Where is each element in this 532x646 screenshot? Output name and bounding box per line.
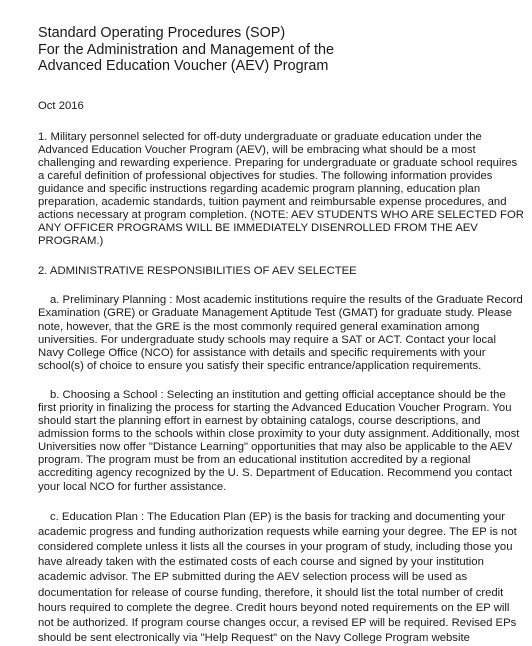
- paragraph-preliminary-planning: a. Preliminary Planning : Most academic institutions require the results of the Graduate Record Examination (GRE) or Graduate Management Aptitude Test (GMAT) for graduate study. Please note, however, that the GRE is the most commonly required general examination among universities. For undergraduate study schools may require a SAT or ACT. Contact your local Navy College Office (NCO) for assistance with details and specific requirements with your school(s) of choice to ensure you satisfy their specific entrance/application requirements.: [38, 294, 523, 372]
- paragraph-choosing-a-school: b. Choosing a School : Selecting an institution and getting official acceptance should be the first priority in finalizing the process for starting the Advanced Education Voucher Program. You should start the planning effort in earnest by obtaining catalogs, course descriptions, and admission forms to the schools within close proximity to your duty assignment. Additionally, most Universities now offer "Distance Learning" opportunities that may also be applicable to the AEV program. The program must be from an educational institution accredited by a regional accrediting agency recognized by the U. S. Department of Education. Recommend you contact your local NCO for further assistance.: [38, 388, 520, 493]
- paragraph-1: 1. Military personnel selected for off-duty undergraduate or graduate education under the Advanced Education Voucher Program (AEV), will be embracing what should be a most challenging and rewarding experience. Preparing for undergraduate or graduate school requires a careful definition of professional objectives for studies. The following information provides guidance and specific instructions regarding academic program planning, education plan preparation, academic standards, tuition payment and reimbursable expense procedures, and actions necessary at program completion. (NOTE: AEV STUDENTS WHO ARE SELECTED FOR ANY OFFICER PROGRAMS WILL BE IMMEDIATELY DISENROLLED FROM THE AEV PROGRAM.): [38, 130, 524, 248]
- document-title: [38, 25, 524, 75]
- paragraph-education-plan: c. Education Plan : The Education Plan (EP) is the basis for tracking and documenting your academic progress and funding authorization requests while earning your degree. The EP is not considered complete unless it lists all the courses in your program of study, including those you have already taken with the estimated costs of each course and signed by your institution academic advisor. The EP submitted during the AEV selection process will be used as documentation for release of course funding, therefore, it should list the total number of credit hours required to complete the degree. Credit hours beyond noted requirements on the EP will not be authorized. If program course changes occur, a revised EP will be required. Revised EPs should be sent electronically via "Help Request" on the Navy College Program website: [38, 510, 517, 645]
- document-page: [38, 25, 524, 646]
- title-line-2: For the Administration and Management of the: [38, 41, 334, 58]
- title-line-1: Standard Operating Procedures (SOP): [38, 25, 286, 41]
- title-line-3: Advanced Education Voucher (AEV) Program: [38, 58, 329, 74]
- section-2-heading: 2. ADMINISTRATIVE RESPONSIBILITIES OF AEV SELECTEE: [38, 265, 357, 278]
- document-date: Oct 2016: [38, 99, 84, 112]
